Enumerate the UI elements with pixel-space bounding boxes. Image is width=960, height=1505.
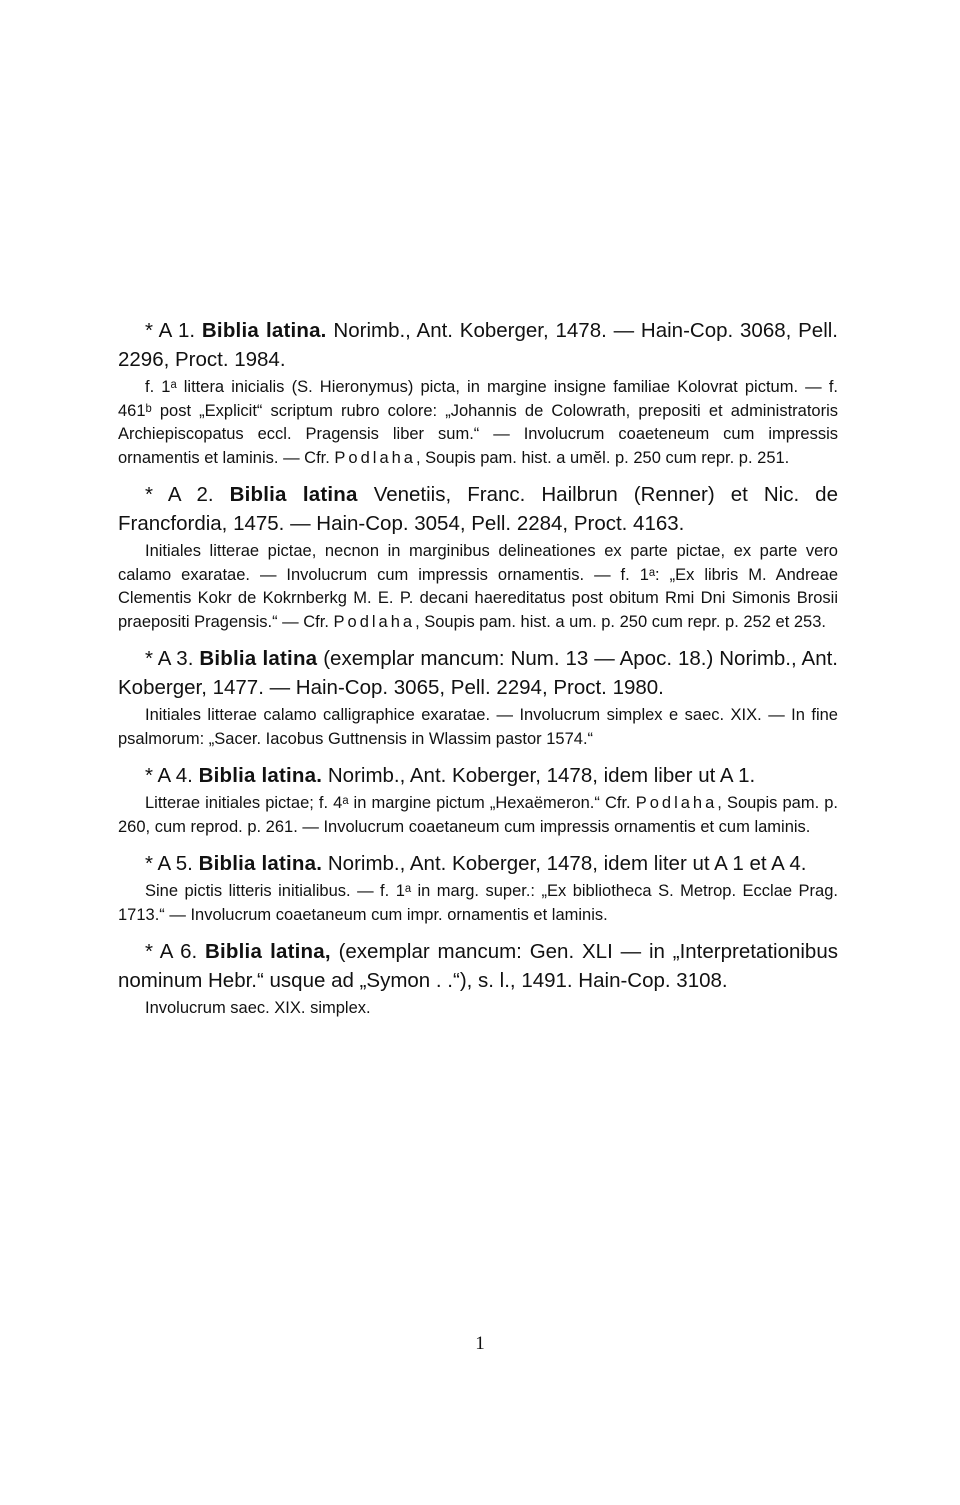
catalog-entry-a4 (118, 761, 838, 839)
entry-heading (118, 644, 838, 702)
entry-notes: Initiales litterae pictae, necnon in marginibus delineationes ex parte pictae, ex parte vero calamo exaratae. — Involucrum cum impressis ornamentis. — f. 1ᵃ: „Ex libris M. Andreae Clementis Kokr de Kokrnberkg M. E. P. decani haereditatus post obitum Rmi Dni Simonis Brosii praepositi Pragensis.“ — Cfr. (118, 542, 838, 631)
entry-imprint: Norimb., Ant. Koberger, 1478, idem liter ut A 1 et A 4. (327, 852, 807, 875)
entry-description (118, 376, 838, 470)
entry-heading (118, 480, 838, 538)
entry-number: * A 2. (145, 483, 214, 506)
entry-title: Biblia latina. (201, 319, 327, 342)
catalog-entries (118, 316, 838, 1031)
entry-imprint: Norimb., Ant. Koberger, 1478. — Hain-Cop. 3068, Pell. 2296, Proct. 1984. (118, 319, 838, 371)
entry-title: Biblia latina (229, 483, 358, 506)
catalog-entry-a2 (118, 480, 838, 634)
cfr-reference: , Soupis pam. hist. a um. p. 250 cum repr. p. 252 et 253. (415, 612, 826, 631)
entry-description (118, 880, 838, 927)
entry-notes: Sine pictis litteris initialibus. — f. 1ᵃ in marg. super.: „Ex bibliotheca S. Metrop. Ecclae Prag. 1713.“ — Involucrum coaetaneum cum impr. ornamentis et laminis. (118, 882, 838, 924)
entry-imprint: (exemplar mancum: Num. 13 — Apoc. 18.) Norimb., Ant. Koberger, 1477. — Hain-Cop. 3065, Pell. 2294, Proct. 1980. (118, 647, 838, 699)
entry-heading (118, 316, 838, 374)
entry-description (118, 704, 838, 751)
catalog-entry-a3 (118, 644, 838, 751)
entry-description (118, 792, 838, 839)
entry-number: * A 5. (145, 852, 193, 875)
cfr-author: Podlaha (333, 612, 416, 631)
entry-title: Biblia latina (199, 647, 318, 670)
entry-number: * A 6. (145, 940, 198, 963)
catalog-entry-a1 (118, 316, 838, 470)
entry-title: Biblia latina, (205, 940, 331, 963)
entry-number: * A 4. (145, 764, 193, 787)
catalog-entry-a6 (118, 937, 838, 1021)
entry-notes: Litterae initiales pictae; f. 4ᵃ in margine pictum „Hexaëmeron.“ Cfr. (145, 794, 631, 812)
entry-notes: Initiales litterae calamo calligraphice exaratae. — Involucrum simplex e saec. XIX. — In fine psalmorum: „Sacer. Iacobus Guttnensis in Wlassim pastor 1574.“ (118, 706, 838, 748)
entry-description (118, 540, 838, 634)
cfr-reference: , Soupis pam. p. 260, cum reprod. p. 261. — Involucrum coaetaneum cum impressis ornamentis et cum laminis. (118, 794, 838, 836)
entry-title: Biblia latina. (198, 852, 323, 875)
cfr-author: Podlaha (635, 794, 718, 812)
entry-imprint: Norimb., Ant. Koberger, 1478, idem liber ut A 1. (327, 764, 756, 787)
entry-number: * A 1. (145, 319, 196, 342)
entry-heading (118, 937, 838, 995)
cfr-reference: , Soupis pam. hist. a umĕl. p. 250 cum repr. p. 251. (415, 448, 790, 467)
entry-notes: Involucrum saec. XIX. simplex. (145, 999, 371, 1017)
entry-heading (118, 849, 838, 878)
entry-imprint: Venetiis, Franc. Hailbrun (Renner) et Nic. de Francfordia, 1475. — Hain-Cop. 3054, Pell. 2284, Proct. 4163. (118, 483, 838, 535)
entry-description (118, 997, 838, 1021)
catalog-entry-a5 (118, 849, 838, 927)
entry-heading (118, 761, 838, 790)
entry-number: * A 3. (145, 647, 194, 670)
entry-notes: f. 1ᵃ littera inicialis (S. Hieronymus) picta, in margine insigne familiae Kolovrat pictum. — f. 461ᵇ post „Explicit“ scriptum rubro colore: „Johannis de Colowrath, prepositi et administratoris Archiepiscopatus eccl. Pragensis liber sum.“ — Involucrum coaeteneum cum impressis ornamentis et laminis. — Cfr. (118, 378, 838, 467)
page-number: 1 (475, 1333, 485, 1354)
cfr-author: Podlaha (334, 448, 416, 467)
entry-title: Biblia latina. (198, 764, 323, 787)
entry-imprint: (exemplar mancum: Gen. XLI — in „Interpretationibus nominum Hebr.“ usque ad „Symon . .“), s. l., 1491. Hain-Cop. 3108. (118, 940, 838, 992)
